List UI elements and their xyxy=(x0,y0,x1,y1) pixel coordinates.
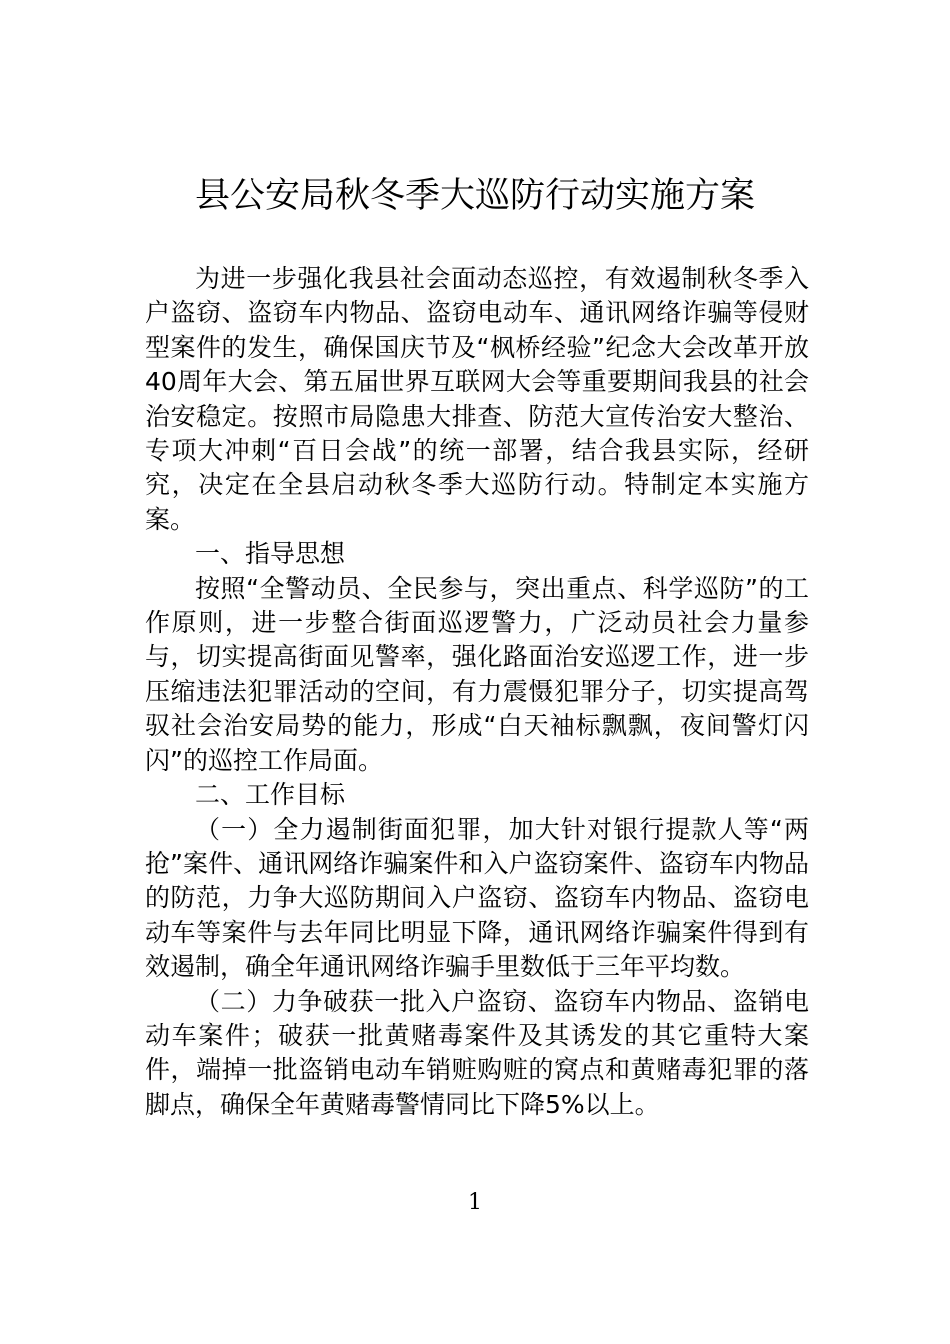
section-heading-work-goals: 二、工作目标 xyxy=(195,780,346,810)
document-body xyxy=(145,262,809,1122)
section-heading-guiding-ideology: 一、指导思想 xyxy=(195,539,346,569)
guiding-ideology-paragraph: 按照“全警动员、全民参与，突出重点、科学巡防”的工作原则，进一步整合街面巡逻警力，广泛动员社会力量参与，切实提高街面见警率，强化路面治安巡逻工作，进一步压缩违法犯罪活动的空间，有力震慑犯罪分子，切实提高驾驭社会治安局势的能力，形成“白天袖标飘飘，夜间警灯闪闪”的巡控工作局面。 xyxy=(145,573,809,775)
document-title: 县公安局秋冬季大巡防行动实施方案 xyxy=(194,176,755,216)
intro-paragraph: 为进一步强化我县社会面动态巡控，有效遏制秋冬季入户盗窃、盗窃车内物品、盗窃电动车、通讯网络诈骗等侵财型案件的发生，确保国庆节及“枫桥经验”纪念大会改革开放40周年大会、第五届世界互联网大会等重要期间我县的社会治安稳定。按照市局隐患大排查、防范大宣传治安大整治、专项大冲刺“百日会战”的统一部署，结合我县实际，经研究，决定在全县启动秋冬季大巡防行动。特制定本实施方案。 xyxy=(145,264,809,534)
work-goal-paragraph-2: （二）力争破获一批入户盗窃、盗窃车内物品、盗销电动车案件；破获一批黄赌毒案件及其诱发的其它重特大案件，端掉一批盗销电动车销赃购赃的窝点和黄赌毒犯罪的落脚点，确保全年黄赌毒警情同比下降5%以上。 xyxy=(145,986,809,1119)
page-number: 1 xyxy=(468,1190,482,1215)
work-goal-paragraph-1: （一）全力遏制街面犯罪，加大针对银行提款人等“两抢”案件、通讯网络诈骗案件和入户盗窃案件、盗窃车内物品的防范，力争大巡防期间入户盗窃、盗窃车内物品、盗窃电动车等案件与去年同比明显下降，通讯网络诈骗案件得到有效遏制，确全年通讯网络诈骗手里数低于三年平均数。 xyxy=(145,814,809,982)
